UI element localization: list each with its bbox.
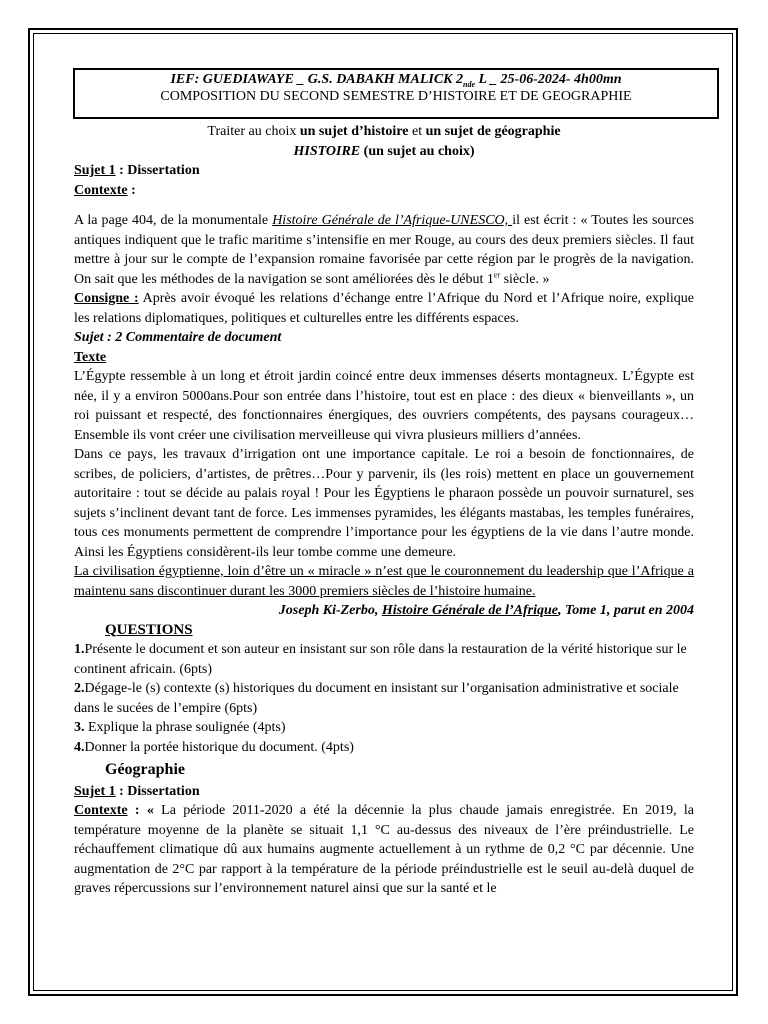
geo-contexte-paragraph: Contexte : « La période 2011-2020 a été la décennie la plus chaude jamais enregistrée. En 2019, la température moyenne de la planète se situait 1,1 °C au-dessus des niveaux de l’ère préindustrielle. Le réchauffement climatique dû aux humains augmente actuellement à un rythme de 0,2 °C par décennie. Une augmentation de 2°C par rapport à la température de la période préindustrielle est le seuil au-delà duquel de graves répercussions sur l’environnement naturel ainsi que sur la santé et le bbox=[74, 803, 694, 896]
exam-header-line2: COMPOSITION DU SECOND SEMESTRE D’HISTOIRE ET DE GEOGRAPHIE bbox=[160, 89, 632, 104]
geographie-heading: Géographie bbox=[105, 761, 185, 778]
hist-sujet2-title: Sujet : 2 Commentaire de document bbox=[74, 330, 282, 345]
questions-title: QUESTIONS bbox=[105, 621, 193, 638]
text-paragraph-1: L’Égypte ressemble à un long et étroit jardin coincé entre deux immenses déserts montagneux. L’Égypte est née, il y a environ 5000ans.Pour son entrée dans l’histoire, tout est en place : des dieux « bienveillants », un roi puissant et respecté, des fonctionnaires énergiques, des ouvriers compétents, des paysans courageux…Ensemble ils vont créer une civilisation merveilleuse qui vivra plusieurs milliers d’années. bbox=[74, 369, 694, 443]
hist-sujet1-label: Sujet 1 : Dissertation bbox=[74, 163, 200, 178]
histoire-heading: HISTOIRE (un sujet au choix) bbox=[293, 143, 475, 159]
exam-content bbox=[74, 122, 694, 899]
intro-instruction: Traiter au choix un sujet d’histoire et un sujet de géographie bbox=[207, 124, 561, 139]
hist-contexte-paragraph: A la page 404, de la monumentale Histoire Générale de l’Afrique-UNESCO, il est écrit : « Toutes les sources antiques indiquent que le trafic maritime s’intensifie en mer Rouge, au cours des deux premiers siècles. Il faut mettre à jour sur le compte de l’expansion romaine favorisée par cette région par le progrès de la navigation. On sait que les méthodes de la navigation se sont améliorées dès le début 1er siècle. » bbox=[74, 213, 694, 287]
question-4: 4.Donner la portée historique du document. (4pts) bbox=[74, 739, 354, 755]
geo-sujet1-label: Sujet 1 : Dissertation bbox=[74, 783, 200, 799]
text-paragraph-2: Dans ce pays, les travaux d’irrigation ont une importance capitale. Le roi a besoin de fonctionnaires, de scribes, de policiers, d’artistes, de prêtres…Pour y parvenir, ils (les rois) mettent en place un gouvernement autoritaire : tout se décide au palais royal ! Pour les Égyptiens le pharaon possède un pouvoir surnaturel, ses sujets s’inclinent devant tant de force. Les immenses pyramides, les élégants mastabas, les temples funéraires, tous ces monuments permettent de comprendre l’importance pour les égyptiens de la vie dans l’autre monde. Ainsi les Égyptiens considèrent-ils leur tombe comme une demeure. bbox=[74, 447, 694, 560]
exam-header bbox=[73, 68, 719, 119]
texte-label: Texte bbox=[74, 349, 107, 365]
underlined-sentence: La civilisation égyptienne, loin d’être un « miracle » n’est que le couronnement du leadership que l’Afrique a maintenu sans discontinuer durant les 3000 premiers siècles de l’histoire humaine. bbox=[74, 564, 694, 599]
hist-consigne: Consigne : Après avoir évoqué les relations d’échange entre l’Afrique du Nord et l’Afrique noire, explique les relations diplomatiques, politiques et culturelles entre les différents espaces. bbox=[74, 291, 695, 326]
question-1: 1.Présente le document et son auteur en insistant sur son rôle dans la restauration de la vérité historique sur le continent africain. (6pts) bbox=[74, 642, 687, 677]
exam-header-line1: IEF: GUEDIAWAYE _ G.S. DABAKH MALICK $2_{nde}$ L _ 25-06-2024- 4h00mn bbox=[170, 72, 622, 89]
question-3: 3. Explique la phrase soulignée (4pts) bbox=[74, 720, 286, 735]
text-source: Joseph Ki-Zerbo, Histoire Générale de l’Afrique, Tome 1, parut en 2004 bbox=[278, 603, 694, 618]
question-2: 2.Dégage-le (s) contexte (s) historiques du document en insistant sur l’organisation administrative et sociale dans le sucées de l’empire (6pts) bbox=[74, 681, 679, 716]
hist-contexte-label: Contexte : bbox=[74, 182, 136, 198]
